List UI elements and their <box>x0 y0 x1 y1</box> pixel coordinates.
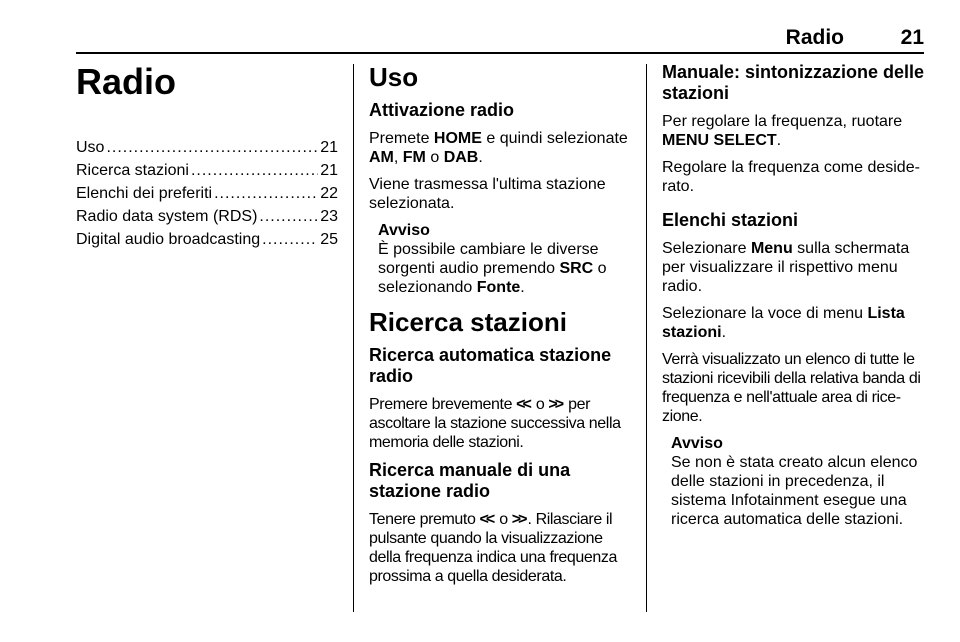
subheading-elenchi: Elenchi stazioni <box>662 210 799 230</box>
column-divider <box>646 64 647 612</box>
content-column-2 <box>369 62 633 594</box>
toc-item[interactable]: Uso ..... 21 <box>76 136 338 159</box>
toc-item[interactable]: Elenchi dei preferiti ..... 22 <box>76 182 338 205</box>
section-heading-ricerca: Ricerca stazioni <box>369 307 567 337</box>
subheading-auto: Ricerca automatica stazione radio <box>369 345 612 386</box>
section-heading-uso: Uso <box>369 62 419 92</box>
page-number: 21 <box>900 26 924 49</box>
paragraph: Per regolare la frequenza, ruotare MENU SELECT. <box>662 113 903 149</box>
subheading-attivazione: Attivazione radio <box>369 100 515 120</box>
table-of-contents <box>76 136 338 251</box>
toc-item[interactable]: Radio data system (RDS) ..... 23 <box>76 205 338 228</box>
paragraph: Regolare la frequenza come desiderato. <box>662 159 920 195</box>
note-box: Avviso È possibile cambiare le diverse sorgenti audio premendo SRC o selezionando Fonte. <box>378 221 633 297</box>
toc-column <box>76 62 338 251</box>
page-header <box>76 26 924 54</box>
note-title: Avviso <box>378 222 430 239</box>
seek-back-icon: << <box>516 396 529 413</box>
toc-item[interactable]: Digital audio broadcasting ..... 25 <box>76 228 338 251</box>
paragraph: Tenere premuto << o >> . Rilasciare il pulsante quando la visualizzazione della frequenza indica una frequenza prossima a quella desiderata. <box>369 511 618 585</box>
header-title: Radio <box>785 26 844 49</box>
content-column-3 <box>662 62 926 539</box>
note-title: Avviso <box>671 435 723 452</box>
subheading-manuale: Manuale: sintonizzazione delle stazioni <box>662 62 925 103</box>
column-divider <box>353 64 354 612</box>
paragraph: Verrà visualizzato un elenco di tutte le stazioni ricevibili della relativa banda di frequenza e nell'attuale area di ricezione. <box>662 351 921 425</box>
seek-back-icon: << <box>479 511 493 528</box>
subheading-manual: Ricerca manuale di una stazione radio <box>369 460 571 501</box>
seek-forward-icon: >> <box>548 396 562 413</box>
paragraph: Selezionare Menu sulla schermata per visualizzare il rispettivo menu radio. <box>662 240 910 295</box>
paragraph: Premete HOME e quindi selezionate AM, FM o DAB. <box>369 130 628 166</box>
paragraph: Premere brevemente << o >> per ascoltare la stazione successiva nella memoria delle stazioni. <box>369 396 621 451</box>
paragraph: Selezionare la voce di menu Lista stazioni. <box>662 305 905 341</box>
toc-item[interactable]: Ricerca stazioni ..... 21 <box>76 159 338 182</box>
seek-forward-icon: >> <box>511 511 525 528</box>
chapter-title: Radio <box>76 61 177 102</box>
paragraph: Viene trasmessa l'ultima stazione selezionata. <box>369 176 606 212</box>
note-box: Avviso Se non è stata creato alcun elenco delle stazioni in precedenza, il sistema Infotainment esegue una ricerca automatica delle stazioni. <box>671 434 926 529</box>
